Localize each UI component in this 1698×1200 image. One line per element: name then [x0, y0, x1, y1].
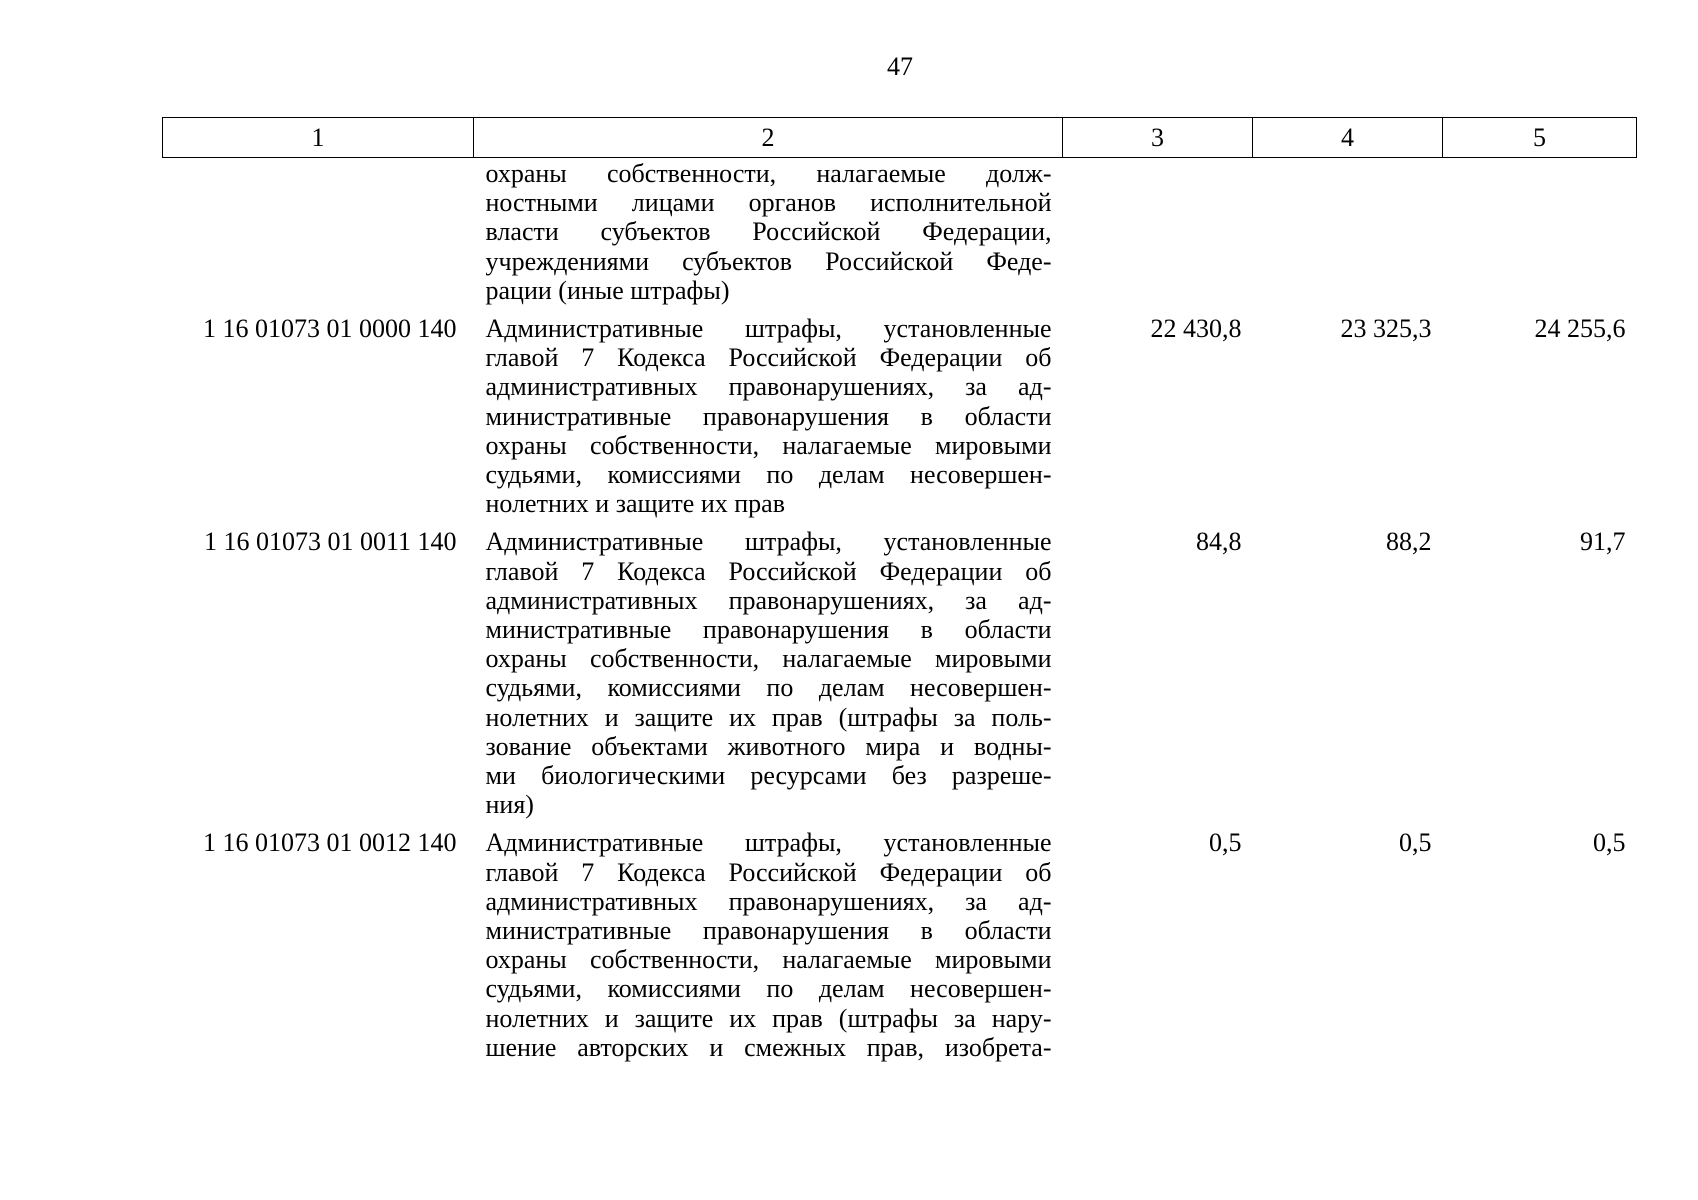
description-line: охраны собственности, налагаемые долж-: [485, 159, 1052, 188]
description-line: ния): [485, 790, 534, 820]
description-line: зование объектами животного мира и водны-: [485, 731, 1052, 761]
table-body: [163, 158, 1637, 1072]
description-line: судьями, комиссиями по делам несовершен-: [485, 673, 1052, 703]
description-line: учреждениями субъектов Российской Феде-: [485, 246, 1052, 276]
description-line: охраны собственности, налагаемые мировыми: [485, 644, 1052, 674]
row-description: [474, 828, 1063, 1071]
description-line: главой 7 Кодекса Российской Федерации об: [485, 343, 1052, 373]
description-line: ми биологическими ресурсами без разреше-: [485, 761, 1052, 791]
row-code: 1 16 01073 01 0012 140: [203, 828, 457, 858]
row-value-col-5: [1443, 158, 1637, 315]
row-value-col-3: 84,8: [1196, 527, 1242, 557]
table-row: [163, 828, 1637, 1071]
description-line: административных правонарушениях, за ад-: [485, 585, 1052, 615]
budget-table: [162, 117, 1637, 1071]
column-header-4: 4: [1253, 118, 1443, 158]
description-line: Административные штрафы, установленные: [485, 828, 1052, 858]
row-value-col-5: 0,5: [1593, 828, 1626, 858]
description-line: Административные штрафы, установленные: [485, 314, 1052, 344]
description-line: административных правонарушениях, за ад-: [485, 886, 1052, 916]
description-line: нолетних и защите их прав (штрафы за поль-: [485, 702, 1052, 732]
row-code: [163, 158, 474, 315]
column-header-1: 1: [163, 118, 474, 158]
description-line: власти субъектов Российской Федерации,: [485, 217, 1052, 247]
row-value-col-4: [1253, 158, 1443, 315]
row-description: [474, 158, 1063, 315]
description-line: рации (иные штрафы): [485, 275, 730, 305]
row-value-col-5: 91,7: [1580, 527, 1626, 557]
description-line: главой 7 Кодекса Российской Федерации об: [485, 857, 1052, 887]
description-line: шение авторских и смежных прав, изобрета-: [485, 1032, 1052, 1062]
description-line: ностными лицами органов исполнительной: [485, 188, 1052, 218]
description-line: охраны собственности, налагаемые мировыми: [485, 945, 1052, 975]
row-value-col-3: 22 430,8: [1150, 314, 1242, 344]
column-header-2: 2: [474, 118, 1063, 158]
table-header: [163, 118, 1637, 158]
row-value-col-4: 0,5: [1399, 828, 1432, 858]
page-number: 47: [887, 52, 913, 81]
description-line: Административные штрафы, установленные: [485, 527, 1052, 557]
description-line: министративные правонарушения в области: [485, 615, 1052, 645]
row-value-col-3: [1063, 158, 1253, 315]
header-row: [163, 118, 1637, 158]
row-value-col-5: 24 255,6: [1534, 314, 1626, 344]
description-line: министративные правонарушения в области: [485, 401, 1052, 431]
description-line: нолетних и защите их прав: [485, 489, 785, 519]
column-header-3: 3: [1063, 118, 1253, 158]
row-code: 1 16 01073 01 0000 140: [203, 314, 457, 344]
description-line: судьями, комиссиями по делам несовершен-: [485, 974, 1052, 1004]
column-header-5: 5: [1443, 118, 1637, 158]
table-row: [163, 314, 1637, 527]
row-value-col-3: 0,5: [1209, 828, 1242, 858]
description-line: министративные правонарушения в области: [485, 916, 1052, 946]
row-value-col-4: 88,2: [1386, 527, 1432, 557]
table-row: [163, 527, 1637, 828]
description-line: охраны собственности, налагаемые мировыми: [485, 430, 1052, 460]
row-code: 1 16 01073 01 0011 140: [203, 527, 457, 557]
row-description: [474, 527, 1063, 828]
row-description: [474, 314, 1063, 527]
row-value-col-4: 23 325,3: [1340, 314, 1432, 344]
description-line: нолетних и защите их прав (штрафы за нару-: [485, 1003, 1052, 1033]
table-row: [163, 158, 1637, 315]
description-line: главой 7 Кодекса Российской Федерации об: [485, 556, 1052, 586]
description-line: судьями, комиссиями по делам несовершен-: [485, 460, 1052, 490]
description-line: административных правонарушениях, за ад-: [485, 372, 1052, 402]
